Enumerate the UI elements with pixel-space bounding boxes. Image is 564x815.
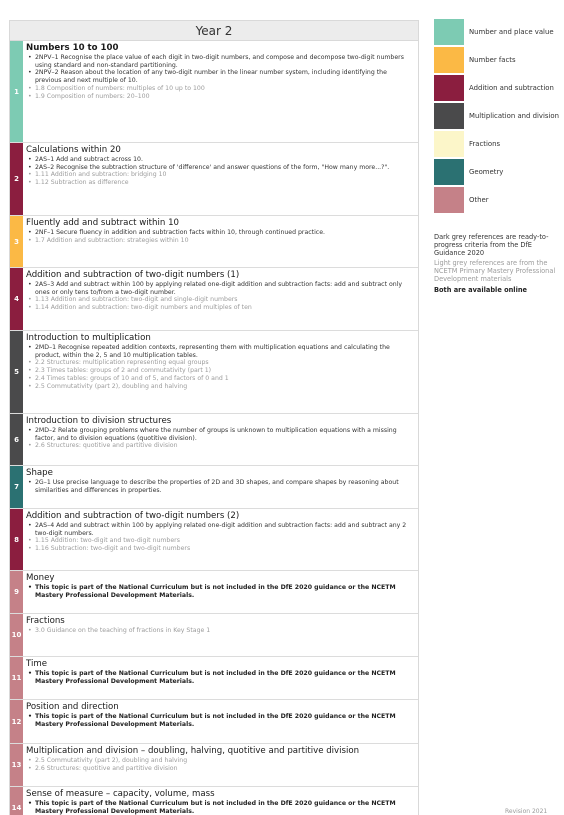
legend-label: Addition and subtraction: [469, 83, 554, 92]
unit-content: [23, 787, 418, 815]
objective-list: [26, 281, 415, 312]
unit-row: [10, 331, 418, 414]
unit-content: [23, 414, 418, 465]
ready-to-progress-criterion: • 2MD–1 Recognise repeated addition contexts, representing them with multiplication equations and calculating the product, within the 2, 5 and 10 multiplication tables.: [26, 344, 415, 359]
curriculum-note: • This topic is part of the National Curriculum but is not included in the DfE 2020 guidance or the NCETM Mastery Professional Development Materials.: [26, 670, 415, 685]
curriculum-note: • This topic is part of the National Curriculum but is not included in the DfE 2020 guidance or the NCETM Mastery Professional Development Materials.: [26, 800, 415, 815]
year-plan-table: [9, 20, 419, 815]
unit-number: 5: [10, 331, 23, 413]
legend-label: Number and place value: [469, 27, 554, 36]
ready-to-progress-criterion: • 2AS–1 Add and subtract across 10.: [26, 156, 415, 164]
ncetm-reference: • 1.14 Addition and subtraction: two-digit numbers and multiples of ten: [26, 304, 415, 312]
legend-items: [434, 19, 559, 213]
ready-to-progress-criterion: • 2AS–3 Add and subtract within 100 by applying related one-digit addition and subtraction facts: add and subtract only ones or only tens to/from a two-digit number.: [26, 281, 415, 296]
ncetm-reference: • 2.2 Structures: multiplication representing equal groups: [26, 359, 415, 367]
unit-row: [10, 657, 418, 700]
unit-row: [10, 700, 418, 744]
unit-content: [23, 700, 418, 743]
objective-list: [26, 713, 415, 728]
unit-row: [10, 143, 418, 216]
legend-entry: [434, 47, 559, 73]
footer-note: Revision 2021: [505, 808, 548, 815]
unit-content: [23, 657, 418, 699]
unit-list: [10, 41, 418, 815]
unit-title: Multiplication and division – doubling, halving, quotitive and partitive division: [26, 746, 360, 756]
legend-label: Other: [469, 195, 489, 204]
legend-entry: [434, 187, 559, 213]
ready-to-progress-criterion: • 2MD–2 Relate grouping problems where the number of groups is unknown to multiplication equations with a missing factor, and to division equations (quotitive division).: [26, 427, 415, 442]
objective-list: [26, 427, 415, 450]
unit-row: [10, 216, 418, 268]
unit-number: 7: [10, 466, 23, 508]
legend-entry: [434, 103, 559, 129]
legend-entry: [434, 159, 559, 185]
objective-list: [26, 757, 415, 772]
unit-content: [23, 41, 418, 142]
ncetm-reference: • 1.9 Composition of numbers: 20–100: [26, 93, 415, 101]
ncetm-reference: • 1.11 Addition and subtraction: bridging 10: [26, 171, 415, 179]
legend-entry: [434, 75, 559, 101]
unit-content: [23, 143, 418, 215]
unit-number: 11: [10, 657, 23, 699]
ncetm-reference: • 1.13 Addition and subtraction: two-digit and single-digit numbers: [26, 296, 415, 304]
unit-number: 1: [10, 41, 23, 142]
dark-grey-note: Dark grey references are ready-to-progress criteria from the DfE Guidance 2020: [434, 233, 549, 258]
availability-note: Both are available online: [434, 286, 527, 295]
legend-swatch: [434, 159, 464, 185]
ncetm-reference: • 2.5 Commutativity (part 2), doubling and halving: [26, 757, 415, 765]
legend-label: Number facts: [469, 55, 516, 64]
objective-list: [26, 800, 415, 815]
unit-row: [10, 571, 418, 614]
ncetm-reference: • 2.4 Times tables: groups of 10 and of 5, and factors of 0 and 1: [26, 375, 415, 383]
unit-number: 2: [10, 143, 23, 215]
objective-list: [26, 584, 415, 599]
ready-to-progress-criterion: • 2G–1 Use precise language to describe the properties of 2D and 3D shapes, and compare shapes by reasoning about similarities and differences in properties.: [26, 479, 415, 494]
unit-content: [23, 571, 418, 613]
unit-number: 8: [10, 509, 23, 570]
ready-to-progress-criterion: • 2NF–1 Secure fluency in addition and subtraction facts within 10, through continued practice.: [26, 229, 415, 237]
legend: [434, 19, 559, 294]
unit-number: 12: [10, 700, 23, 743]
unit-number: 14: [10, 787, 23, 815]
legend-swatch: [434, 19, 464, 45]
year-title: Year 2: [10, 21, 418, 41]
unit-number: 4: [10, 268, 23, 330]
objective-list: [26, 54, 415, 100]
legend-swatch: [434, 131, 464, 157]
objective-list: [26, 344, 415, 390]
unit-row: [10, 414, 418, 466]
objective-list: [26, 627, 415, 635]
unit-row: [10, 744, 418, 787]
objective-list: [26, 479, 415, 494]
ncetm-reference: • 2.6 Structures: quotitive and partitive division: [26, 765, 415, 773]
ncetm-reference: • 1.12 Subtraction as difference: [26, 179, 415, 187]
unit-content: [23, 744, 418, 786]
legend-swatch: [434, 75, 464, 101]
legend-swatch: [434, 47, 464, 73]
ready-to-progress-criterion: • 2AS–2 Recognise the subtraction structure of 'difference' and answer questions of the form, "How many more...?".: [26, 164, 415, 172]
unit-number: 3: [10, 216, 23, 267]
ncetm-reference: • 1.15 Addition: two-digit and two-digit numbers: [26, 537, 415, 545]
unit-title: Position and direction: [26, 702, 119, 712]
unit-title: Money: [26, 573, 55, 583]
unit-title: Calculations within 20: [26, 145, 121, 155]
unit-content: [23, 614, 418, 656]
curriculum-note: • This topic is part of the National Curriculum but is not included in the DfE 2020 guidance or the NCETM Mastery Professional Development Materials.: [26, 713, 415, 728]
unit-title: Shape: [26, 468, 53, 478]
legend-label: Fractions: [469, 139, 501, 148]
unit-number: 9: [10, 571, 23, 613]
unit-number: 6: [10, 414, 23, 465]
legend-entry: [434, 131, 559, 157]
objective-list: [26, 156, 415, 187]
unit-title: Time: [26, 659, 48, 669]
unit-content: [23, 268, 418, 330]
legend-swatch: [434, 103, 464, 129]
unit-title: Introduction to division structures: [26, 416, 172, 426]
legend-entry: [434, 19, 559, 45]
ready-to-progress-criterion: • 2AS–4 Add and subtract within 100 by applying related one-digit addition and subtraction facts: add and subtract any 2 two-digit numbers.: [26, 522, 415, 537]
unit-content: [23, 466, 418, 508]
legend-swatch: [434, 187, 464, 213]
light-grey-note: Light grey references are from the NCETM Primary Mastery Professional Development materials: [434, 258, 556, 284]
unit-title: Fractions: [26, 616, 65, 626]
unit-number: 13: [10, 744, 23, 786]
legend-label: Multiplication and division: [469, 111, 559, 120]
ncetm-reference: • 2.3 Times tables: groups of 2 and commutativity (part 1): [26, 367, 415, 375]
unit-content: [23, 216, 418, 267]
unit-title: Addition and subtraction of two-digit numbers (1): [26, 270, 240, 280]
objective-list: [26, 229, 415, 244]
ncetm-reference: • 1.7 Addition and subtraction: strategies within 10: [26, 237, 415, 245]
unit-row: [10, 509, 418, 571]
unit-row: [10, 41, 418, 143]
unit-content: [23, 331, 418, 413]
unit-content: [23, 509, 418, 570]
unit-row: [10, 466, 418, 509]
unit-row: [10, 787, 418, 815]
ncetm-reference: • 1.8 Composition of numbers: multiples of 10 up to 100: [26, 85, 415, 93]
unit-title: Fluently add and subtract within 10: [26, 218, 180, 228]
unit-title: Introduction to multiplication: [26, 333, 151, 343]
unit-title: Sense of measure – capacity, volume, mass: [26, 789, 215, 799]
legend-label: Geometry: [469, 167, 504, 176]
unit-title: Numbers 10 to 100: [26, 43, 119, 53]
unit-row: [10, 268, 418, 331]
objective-list: [26, 522, 415, 553]
unit-number: 10: [10, 614, 23, 656]
ncetm-reference: • 3.0 Guidance on the teaching of fractions in Key Stage 1: [26, 627, 415, 635]
curriculum-note: • This topic is part of the National Curriculum but is not included in the DfE 2020 guidance or the NCETM Mastery Professional Development Materials.: [26, 584, 415, 599]
ncetm-reference: • 2.6 Structures: quotitive and partitive division: [26, 442, 415, 450]
ready-to-progress-criterion: • 2NPV–1 Recognise the place value of each digit in two-digit numbers, and compose and decompose two-digit numbers using standard and non-standard partitioning.: [26, 54, 415, 69]
ready-to-progress-criterion: • 2NPV–2 Reason about the location of any two-digit number in the linear number system, including identifying the previous and next multiple of 10.: [26, 69, 415, 84]
unit-title: Addition and subtraction of two-digit numbers (2): [26, 511, 240, 521]
ncetm-reference: • 1.16 Subtraction: two-digit and two-digit numbers: [26, 545, 415, 553]
ncetm-reference: • 2.5 Commutativity (part 2), doubling and halving: [26, 383, 415, 391]
unit-row: [10, 614, 418, 657]
objective-list: [26, 670, 415, 685]
